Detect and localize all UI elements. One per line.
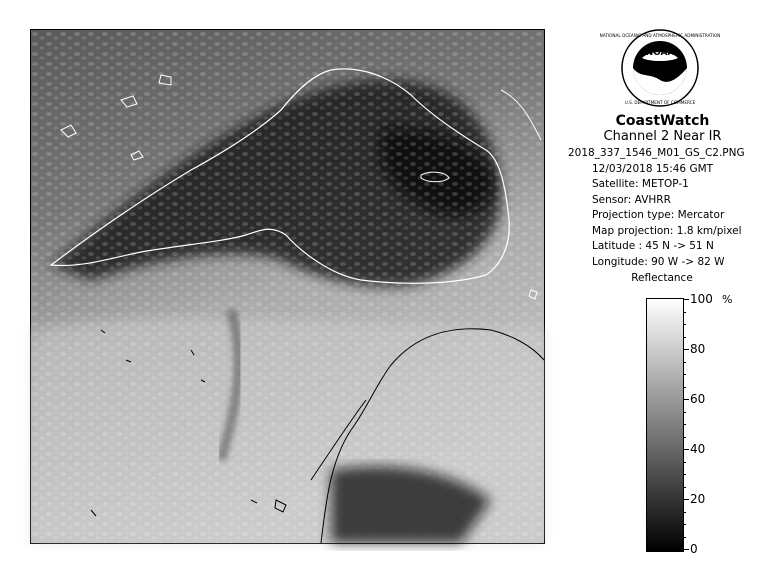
colorbar-minor-tick bbox=[683, 312, 686, 313]
logo-ring-bottom: U.S. DEPARTMENT OF COMMERCE bbox=[624, 100, 696, 105]
colorbar-minor-tick bbox=[683, 487, 686, 488]
colorbar-minor-tick bbox=[683, 524, 686, 525]
colorbar-tick-label: 40 bbox=[690, 442, 706, 456]
filename: 2018_337_1546_M01_GS_C2.PNG bbox=[568, 147, 745, 159]
colorbar-tick bbox=[683, 349, 689, 350]
colorbar-tick-label: 0 bbox=[690, 542, 698, 556]
colorbar-minor-tick bbox=[683, 474, 686, 475]
colorbar-minor-tick bbox=[683, 537, 686, 538]
projection-type: Projection type: Mercator bbox=[592, 209, 725, 221]
datetime: 12/03/2018 15:46 GMT bbox=[592, 162, 714, 175]
colorbar-minor-tick bbox=[683, 512, 686, 513]
colorbar-minor-tick bbox=[683, 424, 686, 425]
colorbar-unit: % bbox=[722, 293, 733, 306]
satellite-image bbox=[30, 29, 545, 544]
colorbar bbox=[646, 298, 684, 552]
colorbar-minor-tick bbox=[683, 362, 686, 363]
logo-text: NOAA bbox=[645, 48, 675, 58]
latitude-range: Latitude : 45 N -> 51 N bbox=[592, 240, 714, 252]
colorbar-tick bbox=[683, 399, 689, 400]
logo-ring-top: NATIONAL OCEANIC AND ATMOSPHERIC ADMINISTRATION bbox=[599, 33, 721, 38]
colorbar-label: Reflectance bbox=[631, 272, 693, 284]
colorbar-tick bbox=[683, 549, 689, 550]
image-metadata bbox=[568, 146, 778, 270]
satellite-image-render bbox=[31, 30, 544, 543]
colorbar-tick-label: 100 bbox=[690, 292, 713, 306]
brand-title: CoastWatch bbox=[615, 113, 710, 129]
colorbar-tick-label: 20 bbox=[690, 492, 706, 506]
map-projection: Map projection: 1.8 km/pixel bbox=[592, 224, 742, 237]
longitude-range: Longitude: 90 W -> 82 W bbox=[592, 255, 725, 268]
channel-title: Channel 2 Near IR bbox=[603, 129, 722, 144]
colorbar-minor-tick bbox=[683, 462, 686, 463]
noaa-logo-icon bbox=[599, 28, 721, 108]
colorbar-tick bbox=[683, 299, 689, 300]
colorbar-tick-label: 60 bbox=[690, 392, 706, 406]
satellite: Satellite: METOP-1 bbox=[592, 178, 689, 190]
colorbar-tick bbox=[683, 449, 689, 450]
colorbar-tick bbox=[683, 499, 689, 500]
noaa-logo bbox=[599, 28, 721, 108]
colorbar-minor-tick bbox=[683, 387, 686, 388]
colorbar-minor-tick bbox=[683, 337, 686, 338]
colorbar-minor-tick bbox=[683, 324, 686, 325]
colorbar-tick-label: 80 bbox=[690, 342, 706, 356]
colorbar-minor-tick bbox=[683, 412, 686, 413]
colorbar-minor-tick bbox=[683, 437, 686, 438]
cloud-texture bbox=[31, 30, 544, 543]
colorbar-minor-tick bbox=[683, 374, 686, 375]
sensor: Sensor: AVHRR bbox=[592, 193, 671, 206]
